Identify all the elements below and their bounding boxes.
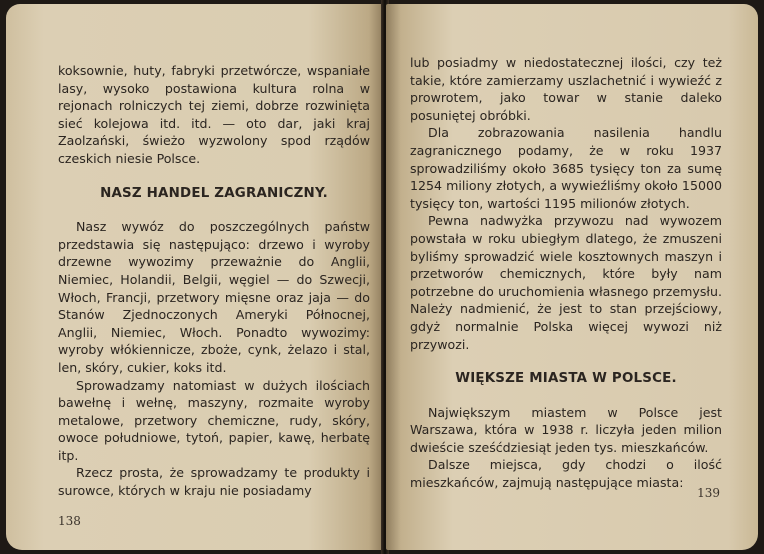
right-paragraph-4: Największym miastem w Polsce jest Warszawa, która w 1938 r. liczyła jeden milion dwieście sześćdziesiąt jeden tys. mieszkańców.: [410, 404, 722, 455]
left-page-number: 138: [58, 514, 81, 528]
left-page-text: [58, 62, 370, 500]
left-paragraph-3: Sprowadzamy natomiast w dużych ilościach bawełnę i wełnę, maszyny, rozmaite wyroby metalowe, przetwory chemiczne, rudy, skóry, owoce południowe, tytoń, papier, kawę, herbatę itp.: [58, 377, 370, 463]
right-page: [386, 4, 758, 550]
right-page-text: [410, 54, 722, 492]
right-paragraph-2: Dla zobrazowania nasilenia handlu zagranicznego podamy, że w roku 1937 sprowadziliśmy około 3685 tysięcy ton za sumę 1254 miliony złotych, a wywieźliśmy około 15000 tysięcy ton, wartości 1195 milionów złotych.: [410, 125, 722, 211]
right-paragraph-5: Dalsze miejsca, gdy chodzi o ilość mieszkańców, zajmują następujące miasta:: [410, 457, 722, 491]
section-heading-larger-cities: WIĘKSZE MIASTA W POLSCE.: [455, 371, 677, 387]
right-paragraph-3: Pewna nadwyżka przywozu nad wywozem powstała w roku ubiegłym dlatego, że zmuszeni byliśmy sprowadzić wiele kosztownych maszyn i przetworów chemicznych, które były nam potrzebne do uruchomienia własnego przemysłu. Należy nadmienić, że jest to stan przejściowy, gdyż normalnie Polska więcej wywozi niż przywozi.: [410, 213, 722, 352]
section-heading-foreign-trade: NASZ HANDEL ZAGRANICZNY.: [100, 185, 328, 201]
right-page-number: 139: [697, 486, 720, 500]
left-paragraph-1: koksownie, huty, fabryki przetwórcze, wspaniałe lasy, wysoko postawiona kultura rolna w rejonach rolniczych tej ziemi, dobrze rozwinięta sieć kolejowa itd. itd. — oto dar, jaki kraj Zaolzański, świeżo wyzwolony spod rządów czeskich niesie Polsce.: [58, 63, 370, 166]
left-paragraph-2: Nasz wywóz do poszczególnych państw przedstawia się następująco: drzewo i wyroby drzewne wywozimy przeważnie do Anglii, Niemiec, Holandii, Belgii, węgiel — do Szwecji, Włoch, Francji, przetwory mięsne oraz jaja — do Stanów Zjednoczonych Ameryki Północnej, Anglii, Niemiec, Włoch. Ponadto wywozimy: wyroby włókiennicze, zboże, cynk, żelazo i stal, len, skóry, cukier, koks itd.: [58, 219, 370, 375]
left-paragraph-4: Rzecz prosta, że sprowadzamy te produkty i surowce, których w kraju nie posiadamy: [58, 465, 370, 499]
right-paragraph-1: lub posiadmy w niedostatecznej ilości, czy też takie, które zamierzamy uszlachetnić i wywieźć z prowrotem, jako towar w stanie dalеko posuniętej obróbki.: [410, 55, 722, 123]
left-page: [6, 4, 384, 550]
